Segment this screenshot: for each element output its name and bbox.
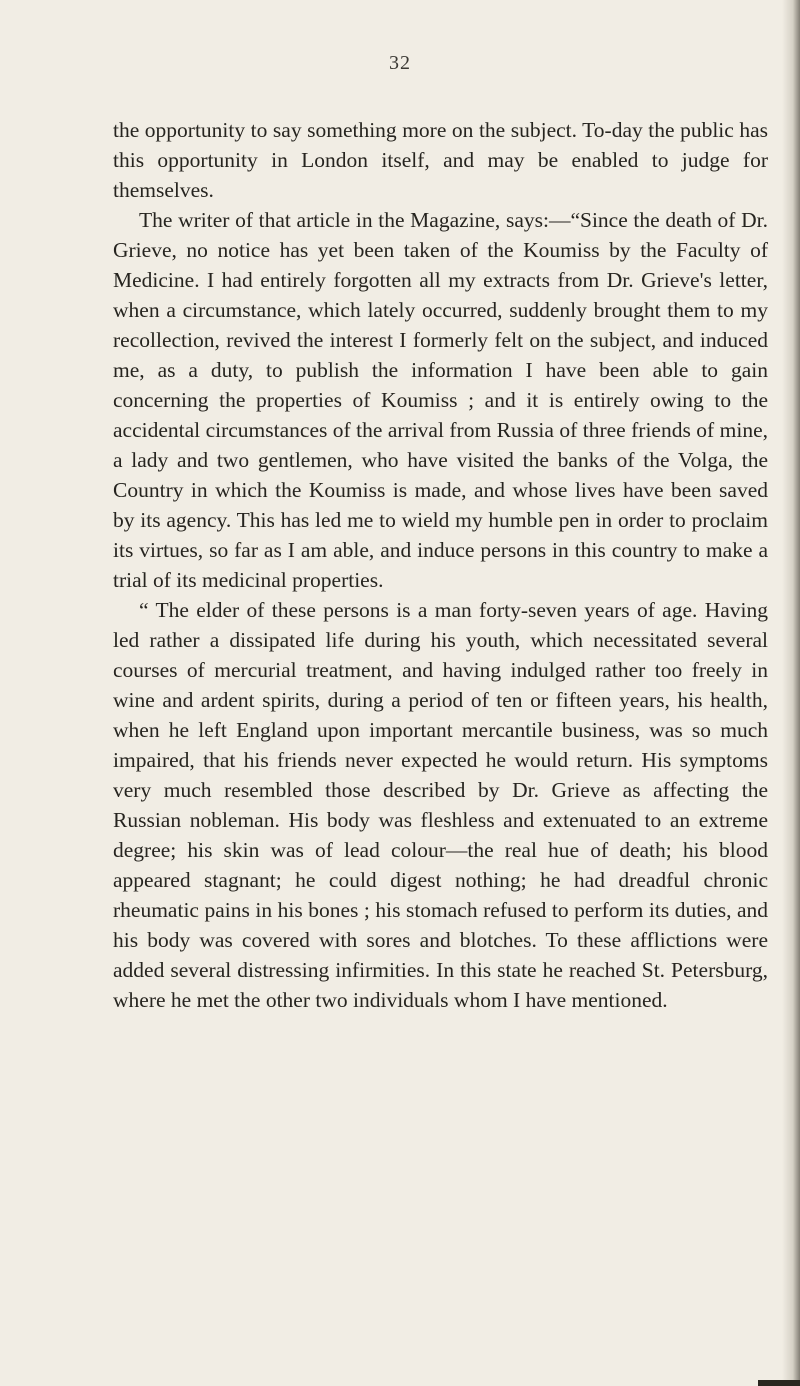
paragraph-1: the opportunity to say something more on the subject. To-day the public has this opportunity in London itself, and may be enabled to judge for themselves.	[113, 118, 768, 202]
page-corner-mark	[758, 1380, 800, 1386]
paragraph-2: The writer of that article in the Magazine, says:—“Since the death of Dr. Grieve, no notice has yet been taken of the Koumiss by the Faculty of Medicine. I had entirely forgotten all my extracts from Dr. Grieve's letter, when a circumstance, which lately occurred, suddenly brought them to my recollection, revived the interest I formerly felt on the subject, and induced me, as a duty, to publish the information I have been able to gain concerning the properties of Koumiss ; and it is entirely owing to the accidental circumstances of the arrival from Russia of three friends of mine, a lady and two gentlemen, who have visited the banks of the Volga, the Country in which the Koumiss is made, and whose lives have been saved by its agency. This has led me to wield my humble pen in order to proclaim its virtues, so far as I am able, and induce persons in this country to make a trial of its medicinal properties.	[113, 208, 768, 592]
paragraph-3: “ The elder of these persons is a man forty-seven years of age. Having led rather a dissipated life during his youth, which necessitated several courses of mercurial treatment, and having indulged rather too freely in wine and ardent spirits, during a period of ten or fifteen years, his health, when he left England upon important mercantile business, was so much impaired, that his friends never expected he would return. His symptoms very much resembled those described by Dr. Grieve as affecting the Russian nobleman. His body was fleshless and extenuated to an extreme degree; his skin was of lead colour—the real hue of death; his blood appeared stagnant; he could digest nothing; he had dreadful chronic rheumatic pains in his bones ; his stomach refused to perform its duties, and his body was covered with sores and blotches. To these afflictions were added several distressing infirmities. In this state he reached St. Petersburg, where he met the other two individuals whom I have mentioned.	[113, 598, 768, 1012]
page-number: 32	[389, 52, 411, 74]
body-text	[113, 115, 768, 1015]
page-edge-shadow	[782, 0, 800, 1386]
